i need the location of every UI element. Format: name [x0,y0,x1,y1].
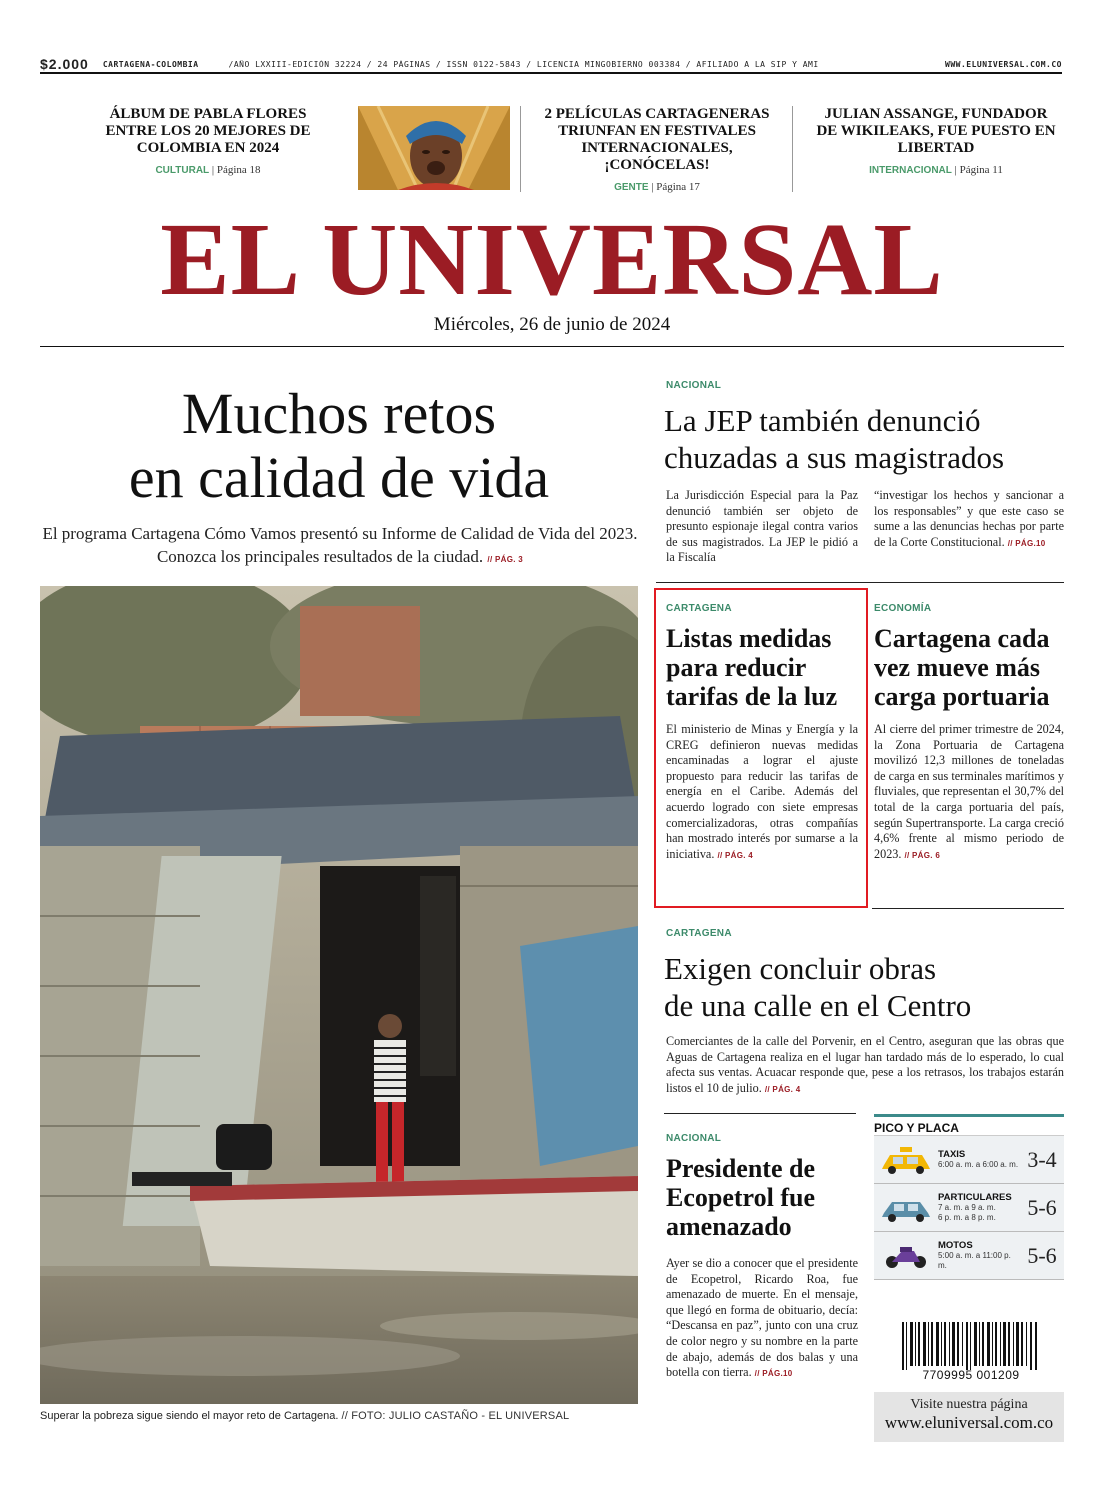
teaser-section: INTERNACIONAL [869,165,952,176]
teaser-headline: ÁLBUM DE PABLA FLORES ENTRE LOS 20 MEJORES DE COLOMBIA EN 2024 [105,106,311,156]
teaser-page: | Página 11 [954,164,1003,176]
main-page-ref[interactable]: // PÁG. 3 [487,555,524,564]
barcode-icon [900,1322,1040,1370]
caption-text: Superar la pobreza sigue siendo el mayor reto de Cartagena. [40,1410,339,1422]
ecopetrol-body-text: Ayer se dio a conocer que el presidente de Ecopetrol, Ricardo Roa, fue amenazado de muerte. En el mensaje, que llegó en forma de obituario, decía: “Descansa en paz”, junto con una cruz de color negro y su nombre en la parte de abajo, además de dos balas y una botella con tierra. [666,1256,858,1380]
obras-page-ref[interactable]: // PÁG. 4 [764,1084,801,1094]
tarifas-body [666,722,858,863]
pico-row-motos [874,1232,1064,1280]
main-summary-text: El programa Cartagena Cómo Vamos presentó su Informe de Calidad de Vida del 2023. Conozca los principales resultados de la ciudad. [42,524,638,566]
main-headline[interactable] [40,382,638,510]
jep-body-col2 [874,488,1064,551]
teaser-headline: JULIAN ASSANGE, FUNDADOR DE WIKILEAKS, FUE PUESTO EN LIBERTAD [816,106,1056,156]
teaser-ref [530,181,784,193]
obras-headline-line2: de una calle en el Centro [664,988,972,1023]
pico-label: TAXIS [938,1149,966,1160]
obras-body [666,1034,1064,1097]
jep-headline[interactable] [664,402,1064,476]
pico-row-taxis [874,1136,1064,1184]
motorcycle-icon [878,1241,934,1271]
pico-digits: 5-6 [1027,1242,1057,1268]
main-headline-line1: Muchos retos [181,381,497,446]
section-cartagena: CARTAGENA [666,928,732,939]
jep-body-col2-text: “investigar los hechos y sancionar a los responsables” y que este caso se sume a las denuncias hechas por parte de la Corte Constitucional. [874,488,1064,549]
ecopetrol-page-ref[interactable]: // PÁG.10 [754,1369,793,1379]
divider [656,582,1064,583]
divider [664,1113,856,1114]
top-strip [40,58,1062,74]
pico-row-text [934,1192,1020,1223]
ecopetrol-body [666,1256,858,1382]
pico-title: PICO Y PLACA [874,1114,1064,1136]
taxi-icon [878,1145,934,1175]
pico-label: PARTICULARES [938,1192,1012,1203]
obras-headline-line1: Exigen concluir obras [664,951,937,986]
shack-photo-illustration [40,586,638,1404]
teaser-peliculas[interactable] [530,106,784,193]
pico-row-particulares [874,1184,1064,1232]
teaser-assange[interactable] [816,106,1056,176]
photo-credit: // FOTO: JULIO CASTAÑO - EL UNIVERSAL [341,1410,570,1422]
carga-page-ref[interactable]: // PÁG. 6 [904,850,941,860]
tarifas-headline[interactable]: Listas medidas para reducir tarifas de la luz [666,624,838,711]
pico-schedule: 6:00 a. m. a 6:00 a. m. [938,1160,1019,1169]
teaser-photo-singer [358,106,510,190]
teaser-page: | Página 18 [211,164,261,176]
website-link[interactable]: WWW.ELUNIVERSAL.COM.CO [945,59,1062,69]
visit-label: Visite nuestra página [910,1397,1028,1412]
masthead-logo: EL UNIVERSAL [160,202,944,317]
photo-caption [40,1410,640,1422]
jep-page-ref[interactable]: // PÁG.10 [1007,538,1046,548]
edition-city: CARTAGENA-COLOMBIA [102,59,199,69]
teaser-divider [520,106,521,192]
pico-row-text [934,1149,1020,1170]
main-headline-line2: en calidad de vida [128,445,550,510]
carga-headline[interactable]: Cartagena cada vez mueve más carga portuaria [874,624,1050,711]
tarifas-body-text: El ministerio de Minas y Energía y la CREG definieron nuevas medidas encaminadas a lograr el ajuste propuesto para reducir las tarifas de energía en el Caribe. Además del acuerdo logrado con siete empresas comercializadoras, otras compañías han mostrado interés por sumarse a la iniciativa. [666,722,858,861]
masthead-rule [40,346,1064,347]
carga-body [874,722,1064,863]
pico-digits: 5-6 [1027,1194,1057,1220]
visit-website-box[interactable] [874,1392,1064,1442]
section-economia: ECONOMÍA [874,603,932,614]
dateline: Miércoles, 26 de junio de 2024 [433,314,671,335]
pico-y-placa [874,1114,1064,1310]
section-nacional: NACIONAL [666,380,722,391]
pico-digits: 3-4 [1027,1146,1057,1172]
main-summary [40,522,640,571]
jep-body-col1: La Jurisdicción Especial para la Paz denunció también ser objeto de presunto espionaje ilegal contra varios de sus magistrados. La JEP le pidió a la Fiscalía [666,488,858,565]
tarifas-page-ref[interactable]: // PÁG. 4 [717,850,754,860]
ecopetrol-headline[interactable]: Presidente de Ecopetrol fue amenazado [666,1154,815,1241]
section-cartagena: CARTAGENA [666,603,732,614]
jep-headline-line1: La JEP también denunció [664,403,981,438]
obras-body-text: Comerciantes de la calle del Porvenir, en el Centro, aseguran que las obras que Aguas de Cartagena realiza en el lugar han tardado más de lo esperado, lo cual afecta sus ventas. Acuacar responde que, pese a los retrasos, los trabajos estarán listos el 10 de julio. [666,1034,1064,1095]
jep-headline-line2: chuzadas a sus magistrados [664,440,1005,475]
teaser-page: | Página 17 [651,181,700,193]
singer-photo-illustration [358,106,510,190]
teaser-ref [100,164,316,176]
barcode-number: 7709995 001209 [922,1368,1020,1382]
main-photo [40,586,638,1404]
carga-body-text: Al cierre del primer trimestre de 2024, la Zona Portuaria de Cartagena movilizó 12,3 millones de toneladas de carga en sus terminales marítimos y fluviales, que representan el 30,7% del total de la carga portuaria del país, según Supertransporte. La carga creció 4,6% frente al mismo periodo de 2023. [874,722,1064,861]
price: $2.000 [40,56,89,72]
divider [872,908,1064,909]
pico-schedule: 5:00 a. m. a 11:00 p. m. [938,1251,1011,1270]
edition-info: /AÑO LXXIII-EDICIÓN 32224 / 24 PÁGINAS / ISSN 0122-5843 / LICENCIA MINGOBIERNO 003384 / AFILIADO A LA SIP Y AMI [228,59,819,69]
visit-url[interactable]: www.eluniversal.com.co [884,1413,1054,1432]
obras-headline[interactable] [664,950,1064,1024]
teaser-pabla-flores[interactable] [100,106,316,176]
teaser-divider [792,106,793,192]
car-icon [878,1193,934,1223]
pico-row-text [934,1240,1020,1271]
teaser-headline: 2 PELÍCULAS CARTAGENERAS TRIUNFAN EN FESTIVALES INTERNACIONALES, ¡CONÓCELAS! [544,106,770,173]
teaser-section: CULTURAL [155,165,210,176]
section-nacional: NACIONAL [666,1133,722,1144]
pico-schedule-2: 6 p. m. a 8 p. m. [938,1213,996,1222]
pico-schedule: 7 a. m. a 9 a. m. [938,1203,996,1212]
pico-label: MOTOS [938,1240,973,1251]
teaser-ref [816,164,1056,176]
teaser-section: GENTE [614,182,649,193]
